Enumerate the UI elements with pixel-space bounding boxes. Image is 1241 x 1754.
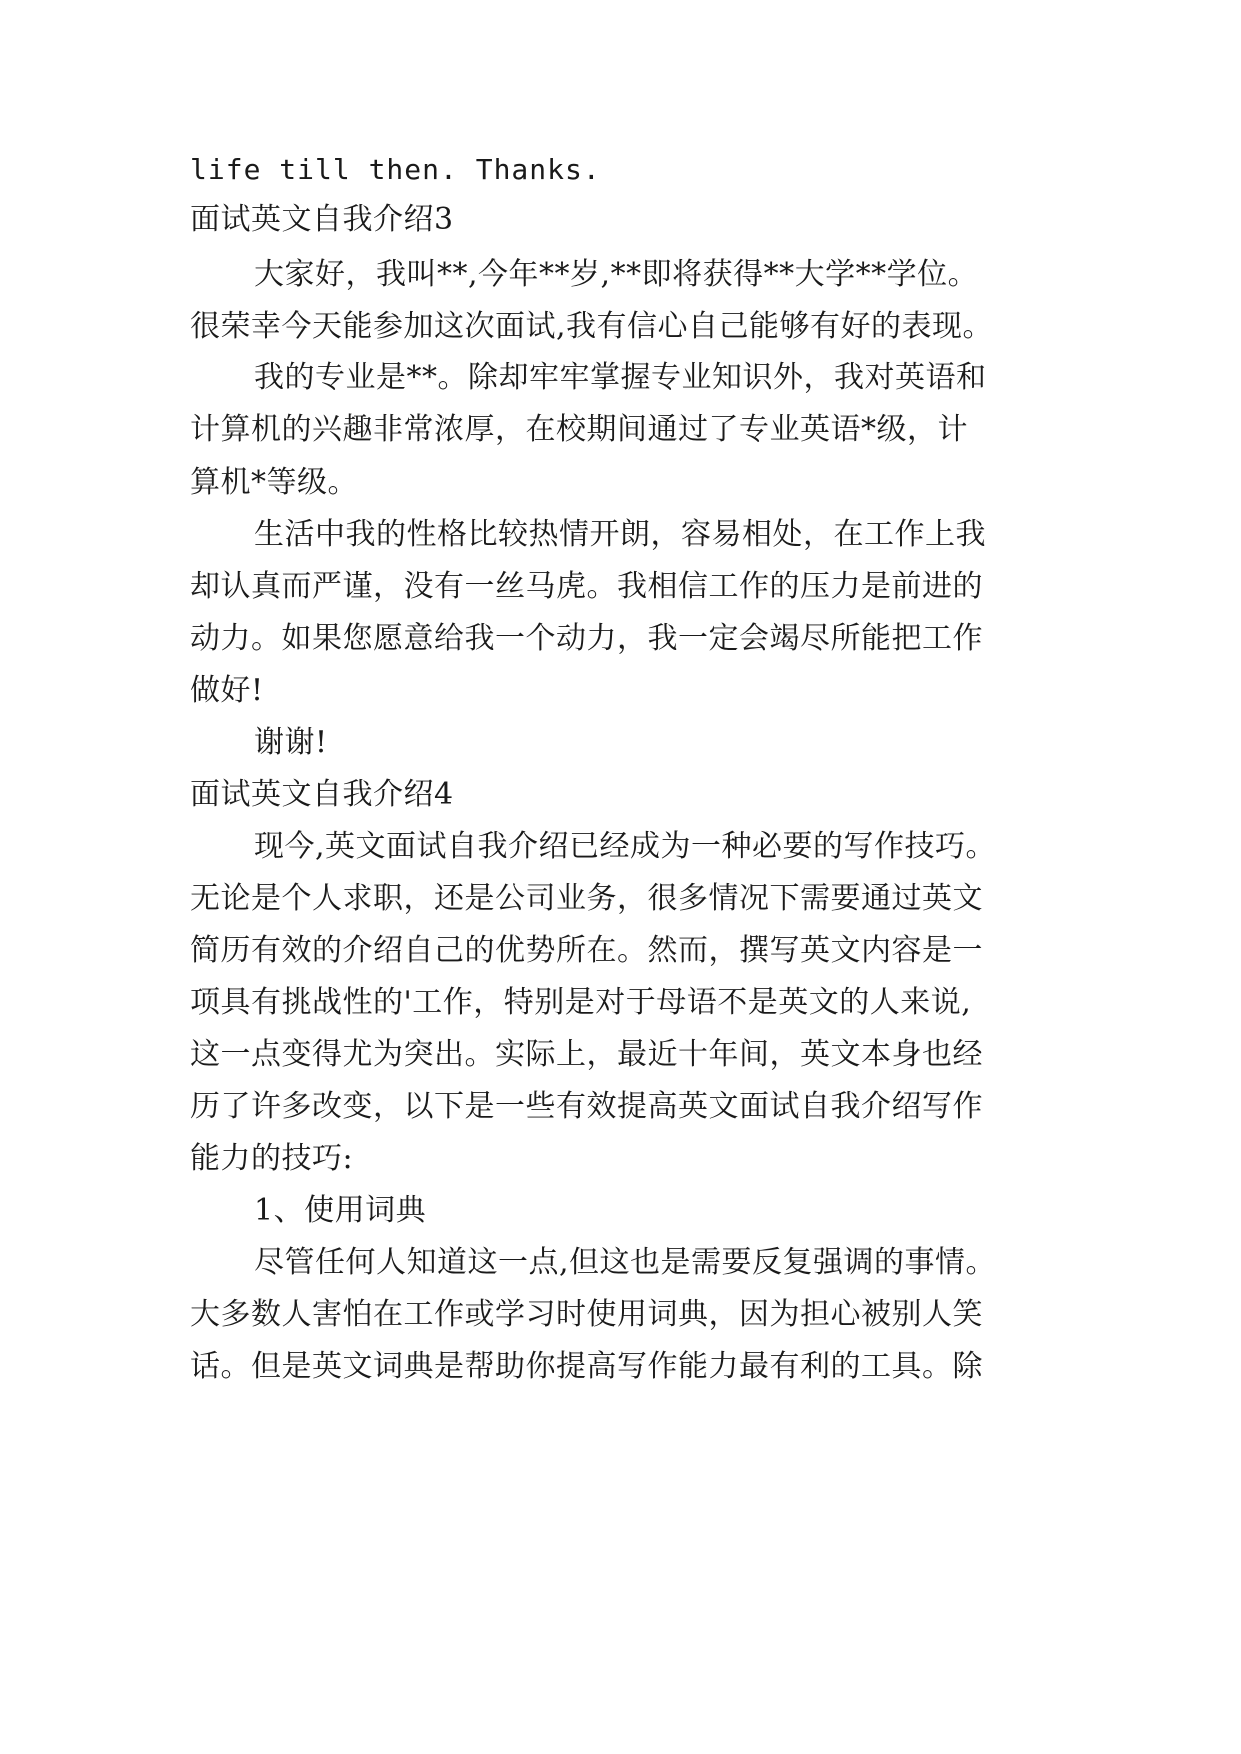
text-line: 现今,英文面试自我介绍已经成为一种必要的写作技巧。 — [254, 829, 997, 864]
text-line: 却认真而严谨，没有一丝马虎。我相信工作的压力是前进的 — [190, 569, 983, 604]
text-line: 生活中我的性格比较热情开朗，容易相处，在工作上我 — [254, 517, 986, 552]
text-line: 做好! — [190, 673, 264, 708]
text-line: 计算机的兴趣非常浓厚，在校期间通过了专业英语*级，计 — [190, 412, 968, 447]
text-line: 大多数人害怕在工作或学习时使用词典，因为担心被别人笑 — [190, 1297, 983, 1332]
list-item-heading: 1、使用词典 — [254, 1193, 427, 1228]
text-line: 动力。如果您愿意给我一个动力，我一定会竭尽所能把工作 — [190, 621, 983, 656]
text-line: 简历有效的介绍自己的优势所在。然而，撰写英文内容是一 — [190, 933, 983, 968]
text-line: 话。但是英文词典是帮助你提高写作能力最有利的工具。除 — [190, 1349, 983, 1384]
section-heading: 面试英文自我介绍4 — [190, 777, 454, 812]
text-line: 这一点变得尤为突出。实际上，最近十年间，英文本身也经 — [190, 1037, 983, 1072]
text-line: 谢谢! — [254, 725, 328, 760]
text-line: life till then. Thanks. — [190, 153, 601, 186]
text-line: 尽管任何人知道这一点,但这也是需要反复强调的事情。 — [254, 1245, 997, 1280]
text-line: 我的专业是**。除却牢牢掌握专业知识外，我对英语和 — [254, 360, 987, 395]
section-heading: 面试英文自我介绍3 — [190, 202, 454, 237]
text-line: 很荣幸今天能参加这次面试,我有信心自己能够有好的表现。 — [190, 309, 994, 344]
text-line: 大家好，我叫**,今年**岁,**即将获得**大学**学位。 — [254, 257, 979, 292]
text-line: 能力的技巧: — [190, 1141, 354, 1176]
text-line: 项具有挑战性的'工作，特别是对于母语不是英文的人来说, — [190, 985, 972, 1020]
text-line: 历了许多改变，以下是一些有效提高英文面试自我介绍写作 — [190, 1089, 983, 1124]
text-line: 算机*等级。 — [190, 465, 358, 500]
text-line: 无论是个人求职，还是公司业务，很多情况下需要通过英文 — [190, 881, 983, 916]
